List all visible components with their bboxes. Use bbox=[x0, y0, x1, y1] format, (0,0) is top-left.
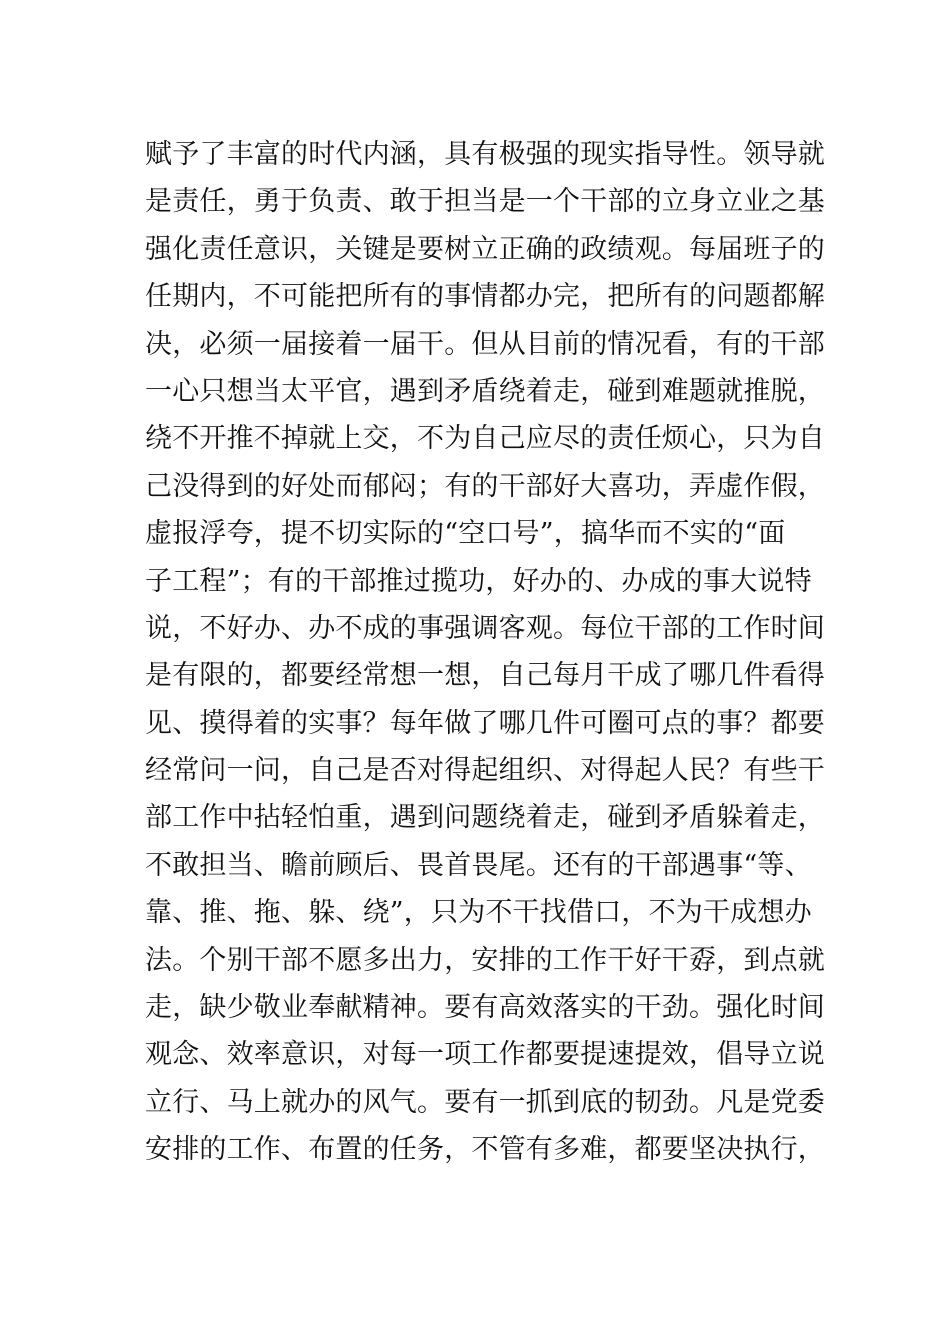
text-line: 是责任，勇于负责、敢于担当是一个干部的立身立业之基 bbox=[145, 186, 825, 218]
text-line: 赋予了丰富的时代内涵，具有极强的现实指导性。领导就 bbox=[145, 139, 825, 170]
text-line: 经常问一问，自己是否对得起组织、对得起人民？有些干 bbox=[145, 755, 825, 787]
body-paragraph bbox=[145, 131, 825, 1174]
text-line: 立行、马上就办的风气。要有一抓到底的韧劲。凡是党委 bbox=[145, 1086, 825, 1118]
text-line: 是有限的，都要经常想一想，自己每月干成了哪几件看得 bbox=[145, 660, 825, 692]
text-line: 安排的工作、布置的任务，不管有多难，都要坚决执行， bbox=[145, 1134, 825, 1166]
text-line: 强化责任意识，关键是要树立正确的政绩观。每届班子的 bbox=[145, 233, 825, 265]
text-line: 靠、推、拖、躲、绕”，只为不干找借口，不为干成想办 bbox=[145, 897, 812, 929]
text-line: 说，不好办、办不成的事强调客观。每位干部的工作时间 bbox=[145, 612, 825, 644]
text-line: 决，必须一届接着一届干。但从目前的情况看，有的干部 bbox=[145, 328, 825, 360]
text-line: 部工作中拈轻怕重，遇到问题绕着走，碰到矛盾躲着走， bbox=[145, 802, 825, 834]
text-line: 任期内，不可能把所有的事情都办完，把所有的问题都解 bbox=[145, 281, 825, 313]
text-line: 子工程”；有的干部推过揽功，好办的、办成的事大说特 bbox=[145, 565, 812, 597]
text-line: 观念、效率意识，对每一项工作都要提速提效，倡导立说 bbox=[145, 1039, 825, 1071]
text-line: 绕不开推不掉就上交，不为自己应尽的责任烦心，只为自 bbox=[145, 423, 825, 455]
text-line: 虚报浮夸，提不切实际的“空口号”，搞华而不实的“面 bbox=[145, 518, 786, 550]
text-line: 走，缺少敬业奉献精神。要有高效落实的干劲。强化时间 bbox=[145, 992, 825, 1024]
text-line: 己没得到的好处而郁闷；有的干部好大喜功，弄虚作假， bbox=[145, 470, 825, 502]
text-line: 不敢担当、瞻前顾后、畏首畏尾。还有的干部遇事“等、 bbox=[145, 849, 812, 881]
text-line: 法。个别干部不愿多出力，安排的工作干好干孬，到点就 bbox=[145, 944, 825, 976]
text-line: 见、摸得着的实事？每年做了哪几件可圈可点的事？都要 bbox=[145, 707, 825, 739]
text-line: 一心只想当太平官，遇到矛盾绕着走，碰到难题就推脱， bbox=[145, 375, 825, 407]
